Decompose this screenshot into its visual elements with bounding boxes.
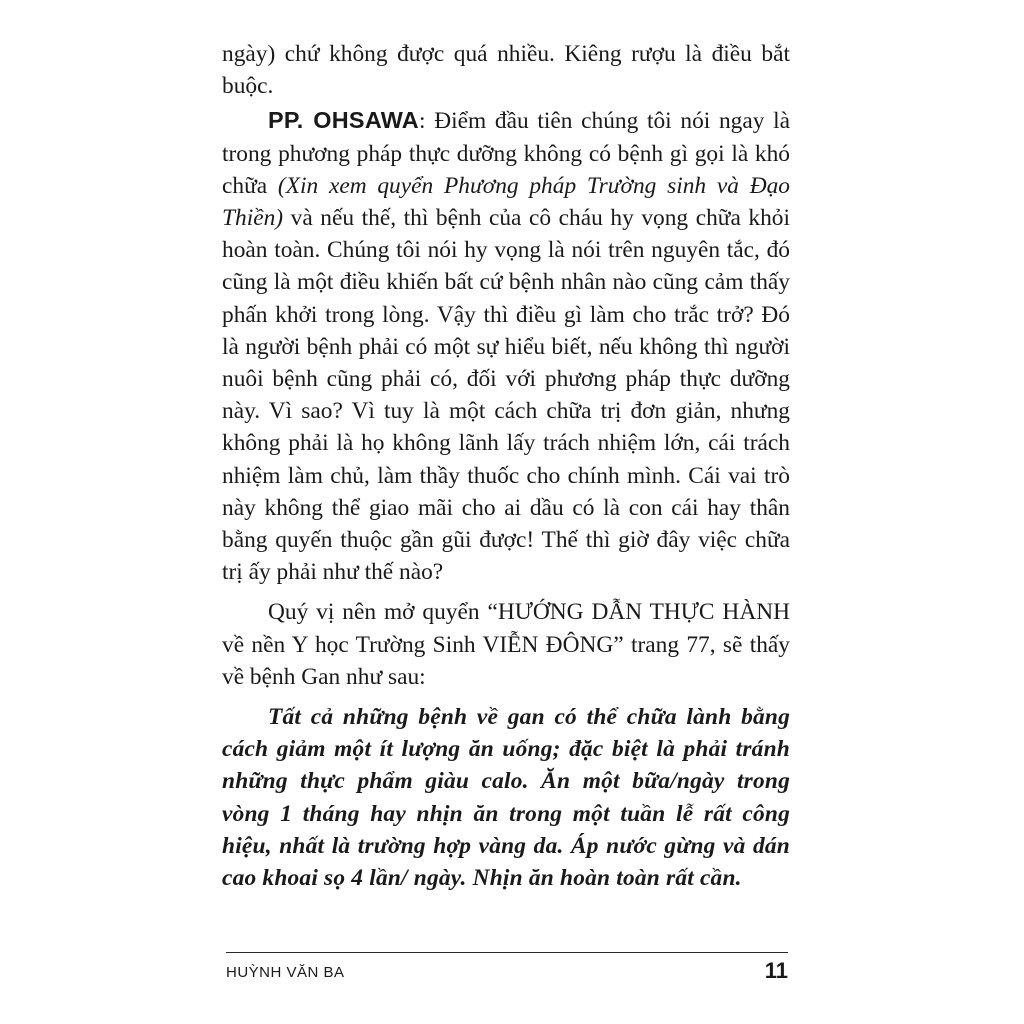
page-number: 11 <box>764 958 788 983</box>
quoted-passage: Tất cả những bệnh về gan có thể chữa lành bằng cách giảm một ít lượng ăn uống; đặc biệt là phải tránh những thực phẩm giàu calo. Ăn một bữa/ngày trong vòng 1 tháng hay nhịn ăn trong một tuần lễ rất công hiệu, nhất là trường hợp vàng da. Áp nước gừng và dán cao khoai sọ 4 lần/ ngày. Nhịn ăn hoàn toàn rất cần. <box>222 704 790 892</box>
footer-author: HUỲNH VĂN BA <box>226 964 345 981</box>
speaker-label: PP. OHSAWA <box>268 107 420 134</box>
paragraph-continuation: ngày) chứ không được quá nhiều. Kiêng rượu là điều bắt buộc. <box>222 41 790 100</box>
paragraph-reference-intro: Quý vị nên mở quyển “HƯỚNG DẪN THỰC HÀNH về nền Y học Trường Sinh VIỄN ĐÔNG” trang 77, sẽ thấy về bệnh Gan như sau: <box>222 599 790 690</box>
paragraph-text: : Điểm đầu tiên chúng tôi nói ngay là trong phương pháp thực dưỡng không có bệnh gì gọi là khó chữa <box>222 108 791 199</box>
paragraph-ohsawa-reply <box>222 104 790 588</box>
paragraph-text: và nếu thế, thì bệnh của cô cháu hy vọng chữa khỏi hoàn toàn. Chúng tôi nói hy vọng là nói trên nguyên tắc, đó cũng là một điều khiến bất cứ bệnh nhân nào cũng cảm thấy phấn khởi trong lòng. Vậy thì điều gì làm cho trắc trở? Đó là người bệnh phải có một sự hiểu biết, nếu không thì người nuôi bệnh cũng phải có, đối với phương pháp thực dưỡng này. Vì sao? Vì tuy là một cách chữa trị đơn giản, nhưng không phải là họ không lãnh lấy trách nhiệm lớn, cái trách nhiệm làm chủ, làm thầy thuốc cho chính mình. Cái vai trò này không thể giao mãi cho ai dầu có là con cái hay thân bằng quyến thuộc gần gũi được! Thế thì giờ đây việc chữa trị ấy phải như thế nào? <box>222 205 790 586</box>
book-page <box>222 38 790 894</box>
footer-divider <box>226 952 788 953</box>
book-reference: (Xin xem quyển Phương pháp Trường sinh và Đạo Thiền) <box>222 172 790 232</box>
